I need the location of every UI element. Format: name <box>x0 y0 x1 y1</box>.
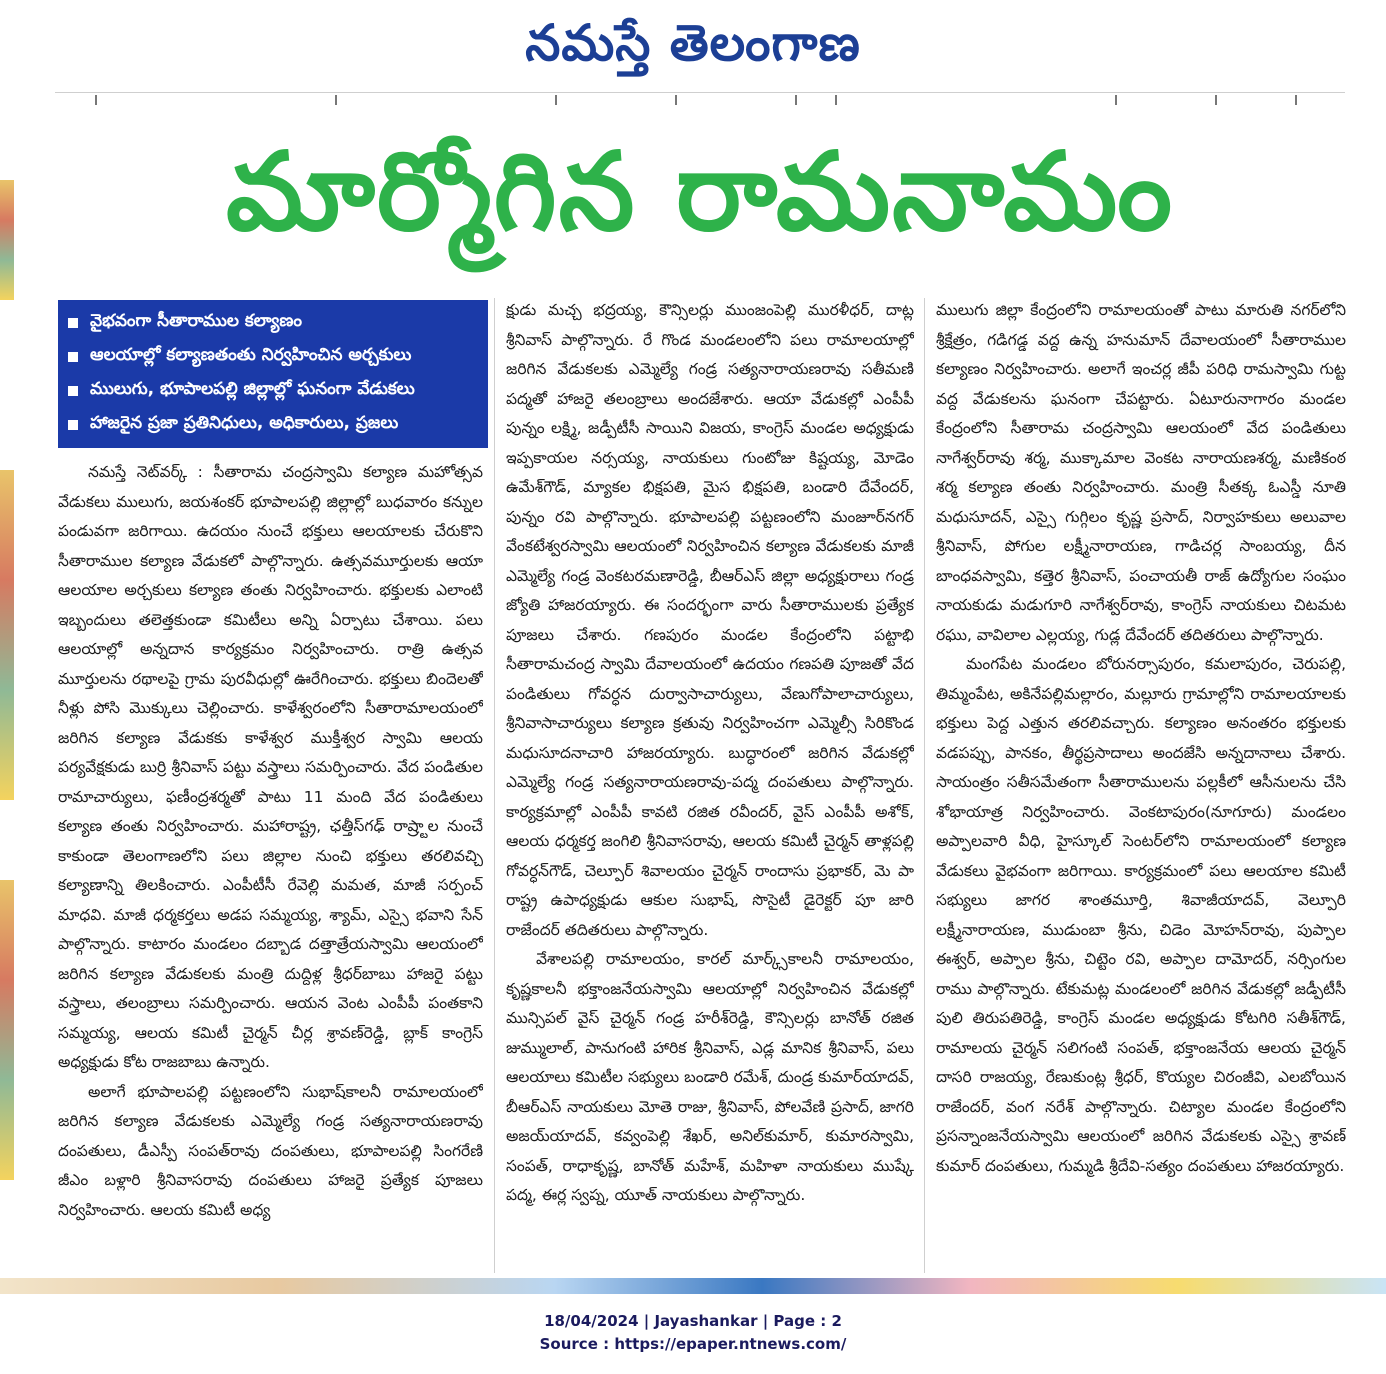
highlights-box <box>58 300 488 448</box>
article-column-1 <box>58 458 483 1270</box>
highlight-item <box>58 408 488 442</box>
column-divider <box>494 298 495 1273</box>
footer-edition-line: 18/04/2024 | Jayashankar | Page : 2 <box>544 1312 842 1330</box>
highlight-text: వైభవంగా సీతారాముల కల్యాణం <box>90 311 302 331</box>
bottom-photo-strip <box>0 1278 1386 1294</box>
article-paragraph: నమస్తే నెట్‌వర్క్‌ : సీతారామ చంద్రస్వామి కల్యాణ మహోత్సవ వేడుకలు ములుగు, జయశంకర్‌ భూపాలపల్లి జిల్లాల్లో బుధవారం కన్నుల పండువగా జరిగాయి. ఉదయం నుంచే భక్తులు ఆలయాలకు చేరుకొని సీతారాముల కల్యాణ వేడుకలో పాల్గొన్నారు. ఉత్సవమూర్తులకు ఆయా ఆలయాల అర్చకులు కల్యాణ తంతు నిర్వహించారు. భక్తులకు ఎలాంటి ఇబ్బందులు తలెత్తకుండా కమిటీలు అన్ని ఏర్పాటు చేశాయి. పలు ఆలయాల్లో అన్నదాన కార్యక్రమం నిర్వహించారు. రాత్రి ఉత్సవ మూర్తులను రథాలపై గ్రామ పురవీధుల్లో ఊరేగించారు. భక్తులు బిందెలతో నీళ్లు పోసి మొక్కులు చెల్లించారు. కాళేశ్వరంలోని సీతారామాలయంలో జరిగిన కల్యాణ వేడుకకు కాళేశ్వర ముక్తీశ్వర స్వామి ఆలయ పర్యవేక్షకుడు బుర్రి శ్రీనివాస్‌ పట్టు వస్త్రాలు సమర్పించారు. వేద పండితుల రామాచార్యులు, ఫణీంద్రశర్మతో పాటు 11 మంది వేద పండితులు కల్యాణ తంతు నిర్వహించారు. మహారాష్ట్ర, ఛత్తీస్‌గఢ్‌ రాష్ర్టాల నుంచే కాకుండా తెలంగాణలోని పలు జిల్లాల నుంచి భక్తులు తరలివచ్చి కల్యాణాన్ని తిలకించారు. ఎంపీటీసీ రేవెల్లి మమత, మాజీ సర్పంచ్‌ మాధవి. మాజీ ధర్మకర్తలు అడప సమ్మయ్య, శ్యామ్‌, ఎస్సై భవాని సేన్‌ పాల్గొన్నారు. కాటారం మండలం దబ్బాడ దత్తాత్రేయస్వామి ఆలయంలో జరిగిన కల్యాణ వేడుకలకు మంత్రి దుద్దిళ్ల శ్రీధర్‌బాబు హాజరై పట్టు వస్త్రాలు, తలంబ్రాలు సమర్పించారు. ఆయన వెంట ఎంపీపీ పంతకాని సమ్మయ్య, ఆలయ కమిటీ చైర్మన్‌ చీర్ల శ్రావణ్‌రెడ్డి, బ్లాక్‌ కాంగ్రెస్‌ అధ్యక్షుడు కోట రాజబాబు ఉన్నారు. <box>58 463 483 1071</box>
masthead-logo: నమస్తే తెలంగాణ <box>525 13 861 72</box>
bullet-square-icon <box>68 420 78 430</box>
highlight-text: హాజరైన ప్రజా ప్రతినిధులు, అధికారులు, ప్రజలు <box>90 413 399 433</box>
bullet-square-icon <box>68 352 78 362</box>
highlight-item <box>58 306 488 340</box>
article-paragraph: అలాగే భూపాలపల్లి పట్టణంలోని సుభాష్‌కాలనీ రామాలయంలో జరిగిన కల్యాణ వేడుకలకు ఎమ్మెల్యే గండ్ర సత్యనారాయణరావు దంపతులు, డీఎస్పీ సంపత్‌రావు దంపతులు, భూపాలపల్లి సింగరేణి జీఎం బళ్లారి శ్రీనివాసరావు దంపతులు హాజరై ప్రత్యేక పూజలు నిర్వహించారు. ఆలయ కమిటీ అధ్య <box>58 1082 483 1219</box>
left-photo-strip <box>0 180 14 300</box>
highlight-item <box>58 340 488 374</box>
highlight-text: ఆలయాల్లో కల్యాణతంతు నిర్వహించిన అర్చకులు <box>90 345 412 365</box>
article-paragraph: మంగపేట మండలం బోరునర్సాపురం, కమలాపురం, చెరుపల్లి, తిమ్మంపేట, అకినేపల్లిమల్లారం, మల్లూరు గ్రామాల్లోని రామాలయాలకు భక్తులు పెద్ద ఎత్తున తరలివచ్చారు. కల్యాణం అనంతరం భక్తులకు వడపప్పు, పానకం, తీర్థప్రసాదాలు అందజేసి అన్నదానాలు చేశారు. సాయంత్రం సతీసమేతంగా సీతారాములను పల్లకీలో ఆసీనులను చేసి శోభాయాత్ర నిర్వహించారు. వెంకటాపురం(నూగూరు) మండలం అప్పాలవారి వీధి, హైస్కూల్‌ సెంటర్‌లోని రామాలయంలో కల్యాణ వేడుకలు వైభవంగా జరిగాయి. కార్యక్రమంలో పలు ఆలయాల కమిటీ సభ్యులు జాగర శాంతమూర్తి, శివాజీయాదవ్‌, వెల్పూరి లక్ష్మీనారాయణ, ముడుంబా శ్రీను, చిడెం మోహన్‌రావు, పుప్పాల ఈశ్వర్‌, అప్పాల శ్రీను, చిట్టెం రవి, అప్పాల దామోదర్‌, నర్సింగుల రాము పాల్గొన్నారు. టేకుమట్ల మండలంలో జరిగిన వేడుకల్లో జడ్పీటీసీ పులి తిరుపతిరెడ్డి, కాంగ్రెస్‌ మండల అధ్యక్షుడు కోటగిరి సతీశ్‌గౌడ్‌, రామాలయ చైర్మన్‌ సలిగంటి సంపత్‌, భక్తాంజనేయ ఆలయ చైర్మన్‌ దాసరి రాజయ్య, రేణుకుంట్ల శ్రీధర్‌, కొయ్యల చిరంజీవి, ఎలబోయిన రాజేందర్‌, వంగ నరేశ్‌ పాల్గొన్నారు. చిట్యాల మండల కేంద్రంలోని ప్రసన్నాంజనేయస్వామి ఆలయంలో జరిగిన వేడుకలకు ఎస్సై శ్రావణ్‌ కుమార్‌ దంపతులు, గుమ్మడి శ్రీదేవి-సత్యం దంపతులు హాజరయ్యారు. <box>936 655 1346 1175</box>
bullet-square-icon <box>68 318 78 328</box>
article-paragraph: ములుగు జిల్లా కేంద్రంలోని రామాలయంతో పాటు మారుతి నగర్‌లోని శ్రీక్షేత్రం, గడిగడ్డ వద్ద ఉన్న హనుమాన్‌ దేవాలయంలో సీతారాముల కల్యాణం నిర్వహించారు. అలాగే ఇంచర్ల జీపీ పరిధి రామస్వామి గుట్ట వద్ద వేడుకలను ఘనంగా చేపట్టారు. ఏటూరునాగారం మండల కేంద్రంలోని సీతారామ చంద్రస్వామి ఆలయంలో వేద పండితులు నాగేశ్వర్‌రావు శర్మ, ముక్కామాల వెంకట నారాయణశర్మ, మణికంఠ శర్మ కల్యాణ తంతు నిర్వహించారు. మంత్రి సీతక్క ఓఎస్డీ నూతి మధుసూదన్‌, ఎస్సై గుగ్గిలం కృష్ణ ప్రసాద్‌, నిర్వాహకులు అలువాల శ్రీనివాస్‌, పోగుల లక్ష్మీనారాయణ, గాడిచర్ల సాంబయ్య, దీన బాంధవస్వామి, కత్తెర శ్రీనివాస్‌, పంచాయతీ రాజ్‌ ఉద్యోగుల సంఘం నాయకుడు మడుగూరి నాగేశ్వర్‌రావు, కాంగ్రెస్‌ నాయకులు చిటమట రఘు, వావిలాల ఎల్లయ్య, గుడ్ల దేవేందర్‌ తదితరులు పాల్గొన్నారు. <box>936 301 1346 644</box>
article-column-2 <box>506 296 914 1272</box>
left-photo-strip <box>0 470 14 800</box>
headline: మార్మోగిన రామనామం <box>225 130 1174 255</box>
left-photo-strip <box>0 880 14 1180</box>
ticker-rule <box>55 92 1345 107</box>
article-paragraph: క్షుడు మచ్చ భద్రయ్య, కౌన్సిలర్లు ముంజంపెల్లి మురళీధర్‌, దాట్ల శ్రీనివాస్‌ పాల్గొన్నారు. రే గొండ మండలంలోని పలు రామాలయాల్లో జరిగిన వేడుకలకు ఎమ్మెల్యే గండ్ర సత్యనారాయణరావు సతీమణి పద్మతో హాజరై తలంబ్రాలు అందజేశారు. ఆయా వేడుకల్లో ఎంపీపీ పున్నం లక్ష్మి, జడ్పీటీసీ సాయిని విజయ, కాంగ్రెస్‌ మండల అధ్యక్షుడు ఇప్పకాయల నర్సయ్య, నాయకులు గుంటోజు కిష్టయ్య, మోడెం ఉమేశ్‌గౌడ్‌, మ్యాకల భిక్షపతి, మైస భిక్షపతి, బండారి దేవేందర్‌, పున్నం రవి పాల్గొన్నారు. భూపాలపల్లి పట్టణంలోని మంజూర్‌నగర్‌ వేంకటేశ్వరస్వామి ఆలయంలో నిర్వహించిన కల్యాణ వేడుకలకు మాజీ ఎమ్మెల్యే గండ్ర వెంకటరమణారెడ్డి, బీఆర్‌ఎస్‌ జిల్లా అధ్యక్షురాలు గండ్ర జ్యోతి హాజరయ్యారు. ఈ సందర్భంగా వారు సీతారాములకు ప్రత్యేక పూజలు చేశారు. గణపురం మండల కేంద్రంలోని పట్టాభి సీతారామచంద్ర స్వామి దేవాలయంలో ఉదయం గణపతి పూజతో వేద పండితులు గోవర్ధన దుర్వాసాచార్యులు, వేణుగోపాలాచార్యులు, శ్రీనివాసాచార్యులు కల్యాణ క్రతువు నిర్వహించగా ఎమ్మెల్సీ సిరికొండ మధుసూదనాచారి హాజరయ్యారు. బుద్ధారంలో జరిగిన వేడుకల్లో ఎమ్మెల్యే గండ్ర సత్యనారాయణరావు-పద్మ దంపతులు పాల్గొన్నారు. కార్యక్రమాల్లో ఎంపీపీ కావటి రజిత రవీందర్‌, వైస్‌ ఎంపీపీ అశోక్‌, ఆలయ ధర్మకర్త జంగిలి శ్రీనివాసరావు, ఆలయ కమిటీ చైర్మన్‌ తాళ్లపల్లి గోవర్ధన్‌గౌడ్‌, చెల్పూర్‌ శివాలయం చైర్మన్‌ రాందాసు ప్రభాకర్‌, మె పా రాష్ట్ర ఉపాధ్యక్షుడు ఆకుల సుభాష్‌, సొసైటీ డైరెక్టర్‌ పూ జారి రాజేందర్‌ తదితరులు పాల్గొన్నారు. <box>506 301 914 939</box>
column-divider <box>924 298 925 1273</box>
article-paragraph: వేశాలపల్లి రామాలయం, కారల్‌ మార్క్స్‌కాలనీ రామాలయం, కృష్ణకాలనీ భక్తాంజనేయస్వామి ఆలయాల్లో నిర్వహించిన వేడుకల్లో మున్సిపల్‌ వైస్‌ చైర్మన్‌ గండ్ర హరీశ్‌రెడ్డి, కౌన్సిలర్లు బానోత్‌ రజిత జుమ్ములాల్‌, పానుగంటి హారిక శ్రీనివాస్‌, ఎడ్ల మానిక శ్రీనివాస్‌, పలు ఆలయాలు కమిటీల సభ్యులు బండారి రమేశ్‌, దుండ్ర కుమార్‌యాదవ్‌, బీఆర్‌ఎస్‌ నాయకులు మోతె రాజు, శ్రీనివాస్‌, పోలవేణి ప్రసాద్‌, జాగరి అజయ్‌యాదవ్‌, కవ్వంపెల్లి శేఖర్‌, అనిల్‌కుమార్‌, కుమారస్వామి, సంపత్‌, రాధాకృష్ణ, బానోత్‌ మహేశ్‌, మహిళా నాయకులు ముష్కే పద్మ, ఈర్ల స్వప్న, యూత్‌ నాయకులు పాల్గొన్నారు. <box>506 950 914 1204</box>
article-column-3 <box>936 296 1346 1272</box>
highlight-item <box>58 374 488 408</box>
highlight-text: ములుగు, భూపాలపల్లి జిల్లాల్లో ఘనంగా వేడుకలు <box>90 379 415 399</box>
bullet-square-icon <box>68 386 78 396</box>
footer-source-link[interactable]: Source : https://epaper.ntnews.com/ <box>539 1335 847 1353</box>
